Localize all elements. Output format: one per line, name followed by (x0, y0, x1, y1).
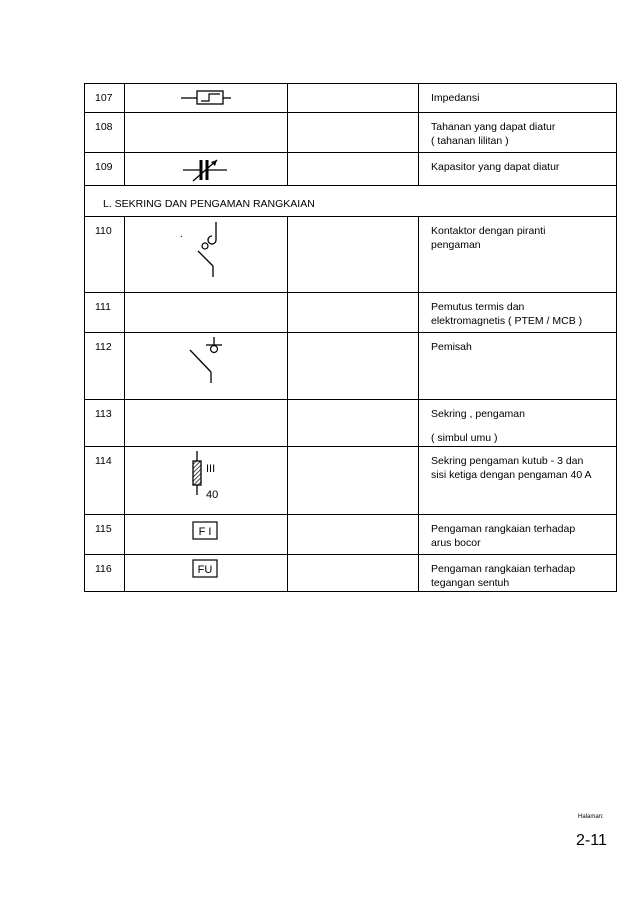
table-row (85, 400, 617, 447)
row-description-line2: arus bocor (431, 537, 481, 549)
variable-capacitor-icon (125, 153, 288, 186)
row-number: 110 (85, 217, 125, 293)
row-number: 108 (85, 113, 125, 153)
symbol-table (84, 83, 617, 592)
row-description-line2: ( simbul umu ) (431, 432, 498, 444)
row-description: Pengaman rangkaian terhadap (431, 523, 576, 535)
row-description-line2: sisi ketiga dengan pengaman 40 A (431, 469, 592, 481)
contactor-icon (125, 217, 288, 293)
page-label: Halaman: (578, 814, 604, 820)
table-row (85, 555, 617, 592)
row-description: Tahanan yang dapat diatur (431, 121, 556, 133)
table-row (85, 217, 617, 293)
row-description: Pemisah (431, 341, 472, 353)
fu-box-label: FU (197, 564, 213, 576)
table-row (85, 293, 617, 333)
row-description: Sekring pengaman kutub - 3 dan (431, 455, 584, 467)
row-description-line2: pengaman (431, 239, 481, 251)
row-description: Impedansi (431, 92, 480, 104)
row-number: 113 (85, 400, 125, 447)
row-number: 109 (85, 153, 125, 186)
table-row (85, 333, 617, 400)
row-description: Sekring , pengaman (431, 408, 525, 420)
table-row (85, 113, 617, 153)
table-row (85, 84, 617, 113)
row-description: Pengaman rangkaian terhadap (431, 563, 576, 575)
fi-box-label: F I (198, 526, 212, 538)
table-row (85, 515, 617, 555)
impedance-icon (125, 84, 288, 113)
fu-box-icon (125, 555, 288, 592)
row-description-line2: elektromagnetis ( PTEM / MCB ) (431, 315, 583, 327)
isolator-icon (125, 333, 288, 400)
row-number: 115 (85, 515, 125, 555)
row-number: 116 (85, 555, 125, 592)
row-number: 111 (85, 293, 125, 333)
row-number: 112 (85, 333, 125, 400)
fuse-pole-label: III (206, 463, 216, 475)
row-number: 114 (85, 447, 125, 515)
row-description: Kapasitor yang dapat diatur (431, 161, 560, 173)
row-description: Pemutus termis dan (431, 301, 525, 313)
table-row (85, 186, 617, 217)
row-description: Kontaktor dengan piranti (431, 225, 546, 237)
table-row (85, 447, 617, 515)
fuse-3pole-icon (125, 447, 288, 515)
table-row (85, 153, 617, 186)
section-title: L. SEKRING DAN PENGAMAN RANGKAIAN (85, 186, 617, 217)
row-description-line2: tegangan sentuh (431, 577, 510, 589)
fi-box-icon (125, 515, 288, 555)
fuse-rating-label: 40 (206, 489, 219, 501)
row-description-line2: ( tahanan lilitan ) (431, 135, 509, 147)
row-number: 107 (85, 84, 125, 113)
page-number: 2-11 (576, 832, 607, 849)
